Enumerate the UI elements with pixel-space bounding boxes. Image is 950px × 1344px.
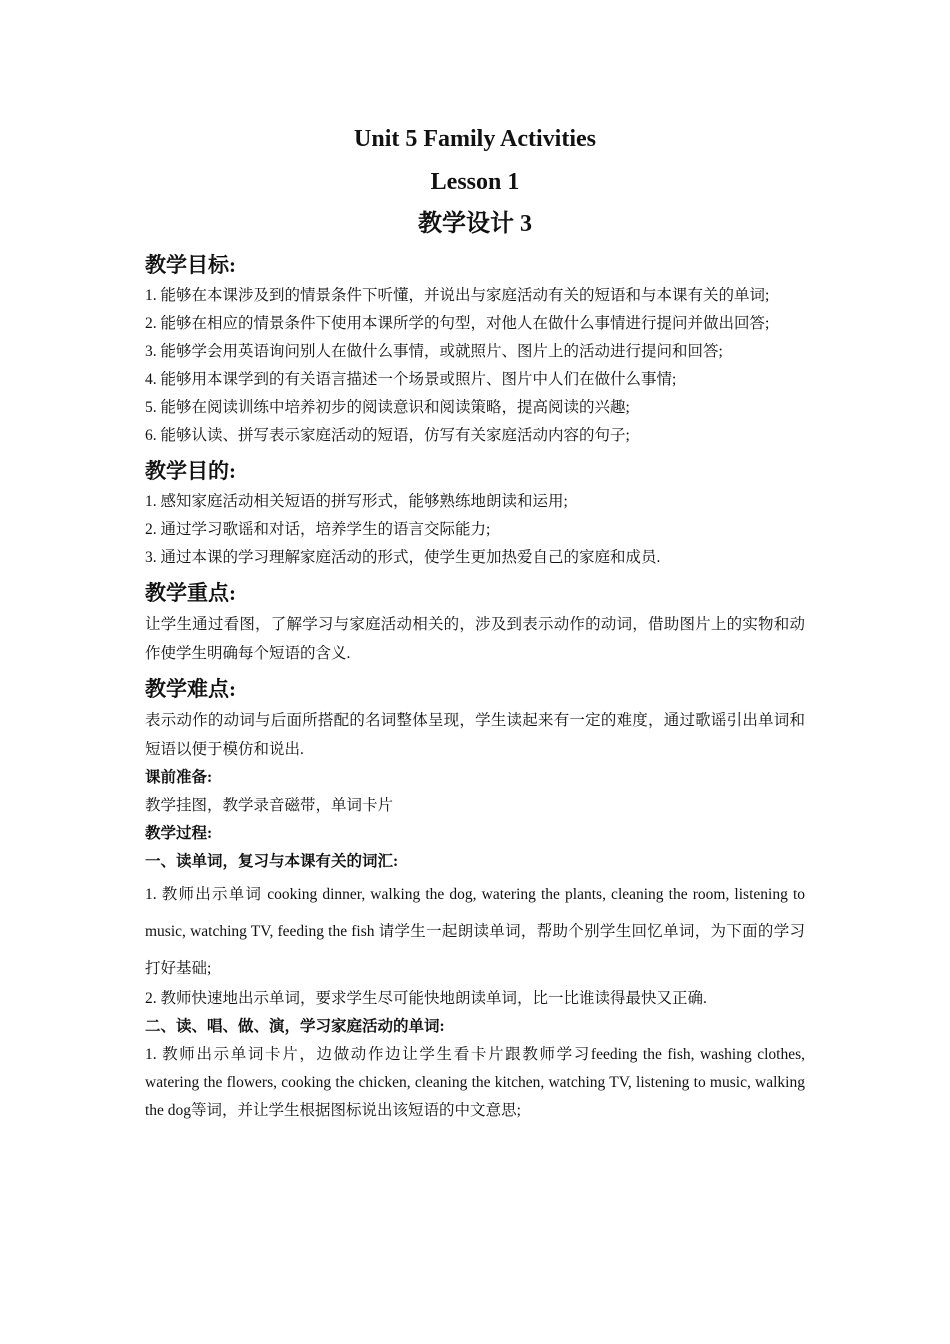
purpose-item: 2. 通过学习歌谣和对话，培养学生的语言交际能力; [145,521,491,538]
key-points-heading: 教学重点: [145,581,236,605]
purpose-item: 1. 感知家庭活动相关短语的拼写形式，能够熟练地朗读和运用; [145,493,568,510]
document-content [145,120,805,1125]
unit-title: Unit 5 Family Activities [354,126,596,152]
difficult-points-text: 表示动作的动词与后面所搭配的名词整体呈现，学生读起来有一定的难度，通过歌谣引出单词和短语以便于模仿和说出. [145,712,805,758]
step1-heading: 一、读单词，复习与本课有关的词汇: [145,853,399,870]
purpose-item: 3. 通过本课的学习理解家庭活动的形式，使学生更加热爱自己的家庭和成员. [145,549,661,566]
key-points-text: 让学生通过看图，了解学习与家庭活动相关的，涉及到表示动作的动词，借助图片上的实物和动作使学生明确每个短语的含义. [145,616,805,662]
purpose-heading: 教学目的: [145,459,236,483]
step1-item: 2. 教师快速地出示单词，要求学生尽可能快地朗读单词，比一比谁读得最快又正确. [145,990,707,1007]
objective-item: 1. 能够在本课涉及到的情景条件下听懂，并说出与家庭活动有关的短语和与本课有关的单词; [145,287,770,304]
step2-item: 1. 教师出示单词卡片，边做动作边让学生看卡片跟教师学习feeding the fish, washing clothes, watering the flowers, cooking the chicken, cleaning the kitchen, watching TV, listening to music, walking the dog等词，并让学生根据图标说出该短语的中文意思; [145,1046,805,1119]
objective-item: 2. 能够在相应的情景条件下使用本课所学的句型，对他人在做什么事情进行提问并做出回答; [145,315,770,332]
preparation-text: 教学挂图，教学录音磁带，单词卡片 [145,797,394,814]
process-heading: 教学过程: [145,825,213,842]
lesson-title: Lesson 1 [430,169,520,195]
preparation-heading: 课前准备: [145,769,213,786]
difficult-points-heading: 教学难点: [145,677,236,701]
design-title: 教学设计 3 [418,211,532,237]
step2-heading: 二、读、唱、做、演，学习家庭活动的单词: [145,1018,445,1035]
step1-item: 1. 教师出示单词 cooking dinner, walking the dog, watering the plants, cleaning the room, listening to music, watching TV, feeding the fish 请学生一起朗读单词，帮助个别学生回忆单词，为下面的学习打好基础; [145,886,805,977]
objective-item: 6. 能够认读、拼写表示家庭活动的短语，仿写有关家庭活动内容的句子; [145,427,630,444]
objective-item: 5. 能够在阅读训练中培养初步的阅读意识和阅读策略，提高阅读的兴趣; [145,399,630,416]
objectives-heading: 教学目标: [145,253,236,277]
objective-item: 4. 能够用本课学到的有关语言描述一个场景或照片、图片中人们在做什么事情; [145,371,677,388]
objective-item: 3. 能够学会用英语询问别人在做什么事情，或就照片、图片上的活动进行提问和回答; [145,343,723,360]
